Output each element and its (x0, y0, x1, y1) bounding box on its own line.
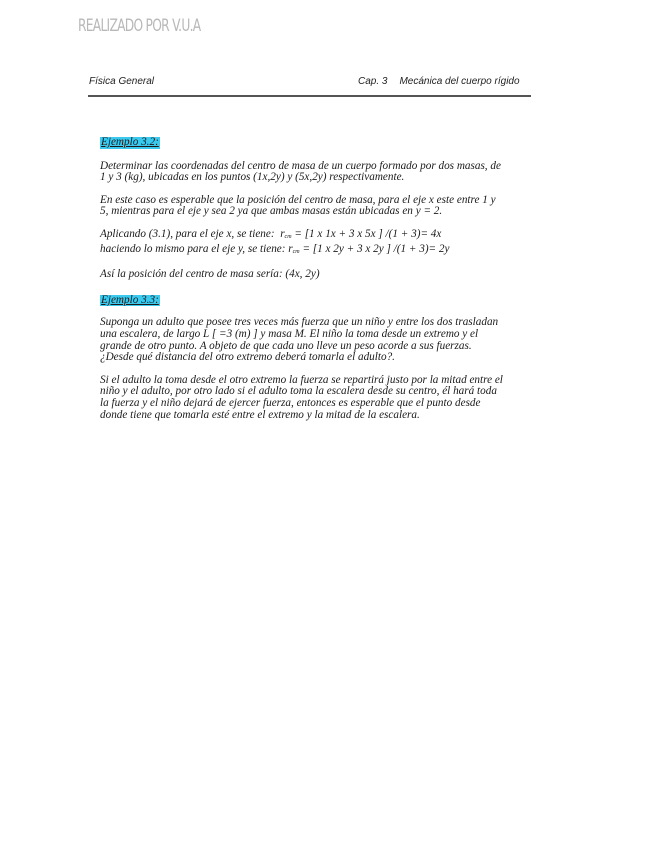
equation-symbol: r (280, 227, 285, 240)
example-3-2-equations (100, 229, 555, 258)
header-chapter-title: Mecánica del cuerpo rígido (399, 76, 520, 87)
equation-symbol: r (288, 242, 293, 255)
header-subject: Física General (89, 76, 155, 87)
equation-y (100, 244, 555, 259)
text-line: Si el adulto la toma desde el otro extremo la fuerza se repartirá justo por la mitad entre el (100, 373, 503, 386)
equation-body: = [1 x 2y + 3 x 2y ] /(1 + 3)= 2y (302, 242, 450, 255)
text-line: Determinar las coordenadas del centro de masa de un cuerpo formado por dos masas, de (100, 159, 501, 172)
watermark: REALIZADO POR V.U.A (78, 16, 201, 36)
text-line: grande de otro punto. A objeto de que cada uno lleve un peso acorde a sus fuerzas. (100, 339, 472, 352)
header-chapter: Cap. 3 (358, 76, 388, 87)
equation-subscript: cm (284, 233, 292, 240)
text-line: Suponga un adulto que posee tres veces más fuerza que un niño y entre los dos trasladan (100, 316, 499, 329)
example-3-2-expectation (100, 195, 555, 218)
example-3-2-conclusion: Así la posición del centro de masa sería: (4x, 2y) (100, 268, 320, 281)
text-line: una escalera, de largo L [ =3 (m) ] y masa M. El niño la toma desde un extremo y el (100, 327, 479, 340)
text-line: niño y el adulto, por otro lado si el adulto toma la escalera desde su centro, él hará toda (100, 385, 497, 398)
text-line: ¿Desde qué distancia del otro extremo deberá tomarla el adulto?. (100, 351, 395, 364)
text-line: 1 y 3 (kg), ubicadas en los puntos (1x,2y) y (5x,2y) respectivamente. (100, 171, 405, 184)
example-3-3-analysis (100, 375, 555, 421)
text-line: donde tiene que tomarla esté entre el extremo y la mitad de la escalera. (100, 408, 420, 421)
text-line: la fuerza y el niño dejará de ejercer fuerza, entonces es esperable que el punto desde (100, 396, 481, 409)
equation-body: = [1 x 1x + 3 x 5x ] /(1 + 3)= 4x (294, 227, 442, 240)
equation-x (100, 229, 555, 244)
example-3-3-heading: Ejemplo 3.3: (101, 293, 159, 306)
page-body (100, 137, 555, 421)
example-3-2-heading: Ejemplo 3.2: (101, 136, 159, 148)
equation-lead: Aplicando (3.1), para el eje x, se tiene: (100, 227, 275, 240)
header-rule (88, 95, 531, 97)
text-line: En este caso es esperable que la posición del centro de masa, para el eje x este entre 1 y (100, 193, 496, 206)
equation-subscript: cm (292, 248, 300, 255)
example-3-2-statement (100, 161, 555, 184)
example-3-3-statement (100, 317, 555, 363)
header-chapter-block (358, 76, 520, 87)
equation-lead: haciendo lo mismo para el eje y, se tiene: (100, 242, 286, 255)
text-line: 5, mientras para el eje y sea 2 ya que ambas masas están ubicadas en y = 2. (100, 205, 443, 218)
